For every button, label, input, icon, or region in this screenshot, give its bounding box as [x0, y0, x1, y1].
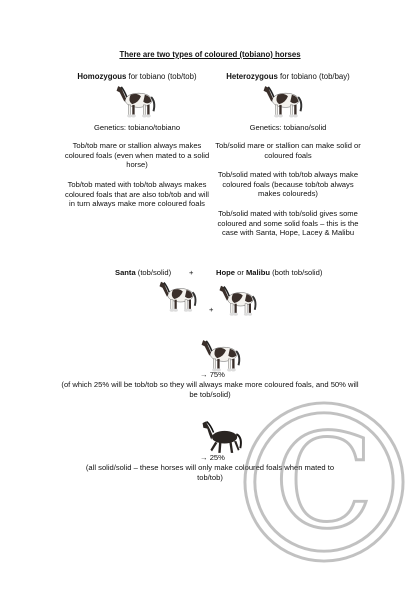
hope-name: Hope: [216, 268, 235, 277]
santa-label: [115, 268, 171, 278]
result-75-description: (of which 25% will be tob/tob so they will always make more coloured foals, and 50% will be tob/solid): [61, 380, 359, 399]
result-25-description: (all solid/solid – these horses will only make coloured foals when mated to tob/tob): [85, 463, 335, 482]
right-para-2: Tob/solid mated with tob/tob always make coloured foals (because tob/tob always makes coloureds): [217, 170, 359, 199]
hope-malibu-label: [216, 268, 322, 278]
left-para-1: Tob/tob mare or stallion always makes coloured foals (even when mated to a solid horse): [64, 141, 210, 170]
plus-sign: +: [209, 305, 214, 314]
copyright-watermark-icon: [240, 398, 408, 566]
solid-horse-icon: [201, 419, 245, 457]
heterozygous-heading: [212, 72, 364, 82]
pinto-horse-icon: [200, 336, 244, 374]
homozygous-detail: for tobiano (tob/tob): [126, 72, 197, 81]
plus-sign: +: [189, 268, 194, 277]
hope-genetics: (both tob/solid): [270, 268, 323, 277]
or-text: or: [234, 268, 246, 277]
left-genetics: Genetics: tobiano/tobiano: [93, 123, 181, 132]
right-para-3: Tob/solid mated with tob/solid gives some coloured and some solid foals – this is the case with Santa, Hope, Lacey & Malibu: [217, 209, 359, 238]
malibu-name: Malibu: [245, 268, 271, 277]
pinto-horse-icon: [218, 282, 260, 318]
homozygous-heading: [62, 72, 212, 82]
left-para-2: Tob/tob mated with tob/tob always makes coloured foals that are also tob/tob and will in turn always make more coloured foals: [65, 180, 209, 209]
right-genetics: Genetics: tobiano/solid: [249, 123, 327, 132]
heterozygous-label: Heterozygous: [226, 72, 278, 81]
pinto-horse-icon: [115, 82, 159, 120]
watermark-letter: C: [274, 405, 374, 558]
heterozygous-detail: for tobiano (tob/bay): [277, 72, 350, 81]
result-25-percent: → 25%: [200, 453, 225, 462]
santa-name: Santa: [115, 268, 136, 277]
result-75-percent: → 75%: [200, 370, 225, 379]
right-para-1: Tob/solid mare or stallion can make solid or coloured foals: [215, 141, 361, 160]
homozygous-label: Homozygous: [77, 72, 127, 81]
pinto-horse-icon: [262, 82, 306, 120]
page-title: There are two types of coloured (tobiano) horses: [119, 50, 301, 59]
pinto-horse-icon: [158, 278, 200, 314]
santa-genetics: (tob/solid): [135, 268, 172, 277]
